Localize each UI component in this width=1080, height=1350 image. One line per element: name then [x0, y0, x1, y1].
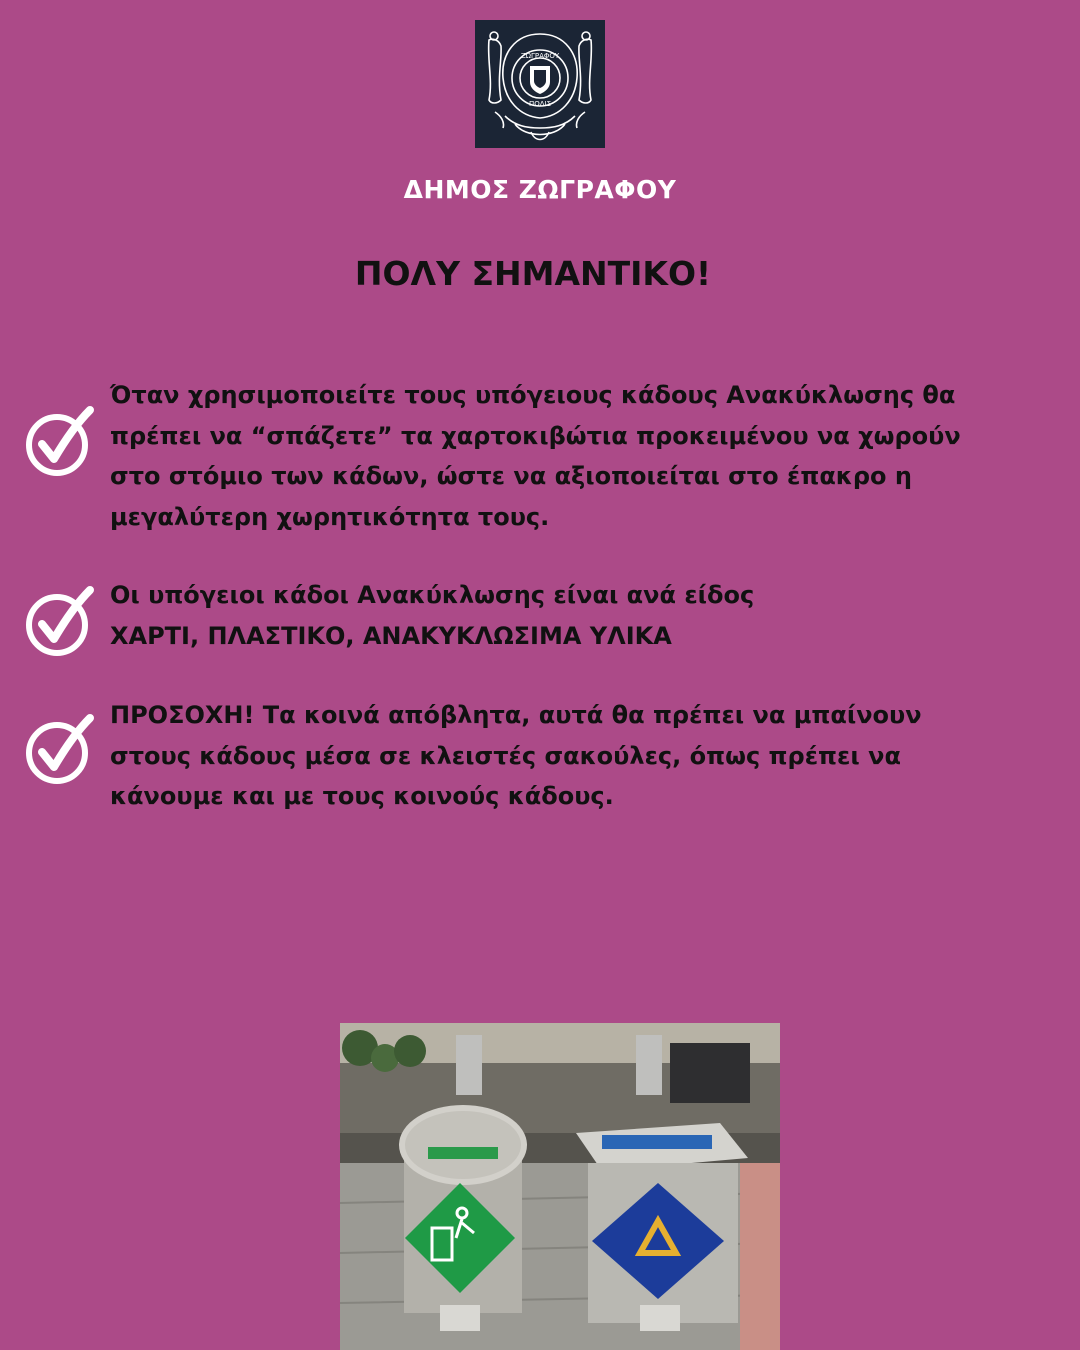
recycling-bins-photo [340, 1023, 780, 1350]
municipality-emblem-icon [475, 20, 605, 148]
municipality-name: ΔΗΜΟΣ ΖΩΓΡΑΦΟΥ [403, 175, 677, 204]
bullet-text-3: ΠΡΟΣΟΧΗ! Τα κοινά απόβλητα, αυτά θα πρέπει να μπαίνουν στους κάδους μέσα σε κλειστές σακούλες, όπως πρέπει να κάνουμε και με τους κοινούς κάδους. [110, 701, 922, 810]
logo-text-bottom: ΠΟΛΙΣ [528, 100, 552, 108]
check-circle-icon [24, 586, 94, 656]
logo-text-top: ΖΩΓΡΑΦΟΥ [520, 52, 560, 60]
municipality-logo [475, 20, 605, 148]
bullet-text-1: Όταν χρησιμοποιείτε τους υπόγειους κάδους Ανακύκλωσης θα πρέπει να “σπάζετε” τα χαρτοκιβώτια προκειμένου να χωρούν στο στόμιο των κάδων, ώστε να αξιοποιείται στο έπακρο η μεγαλύτερη χωρητικότητα τους. [110, 381, 961, 531]
page-title: ΠΟΛΥ ΣΗΜΑΝΤΙΚΟ! [354, 254, 712, 293]
check-circle-icon [24, 714, 94, 784]
check-circle-icon [24, 406, 94, 476]
bullet-text-2: Οι υπόγειοι κάδοι Ανακύκλωσης είναι ανά είδος ΧΑΡΤΙ, ΠΛΑΣΤΙΚΟ, ΑΝΑΚΥΚΛΩΣΙΜΑ ΥΛΙΚΑ [110, 581, 755, 650]
